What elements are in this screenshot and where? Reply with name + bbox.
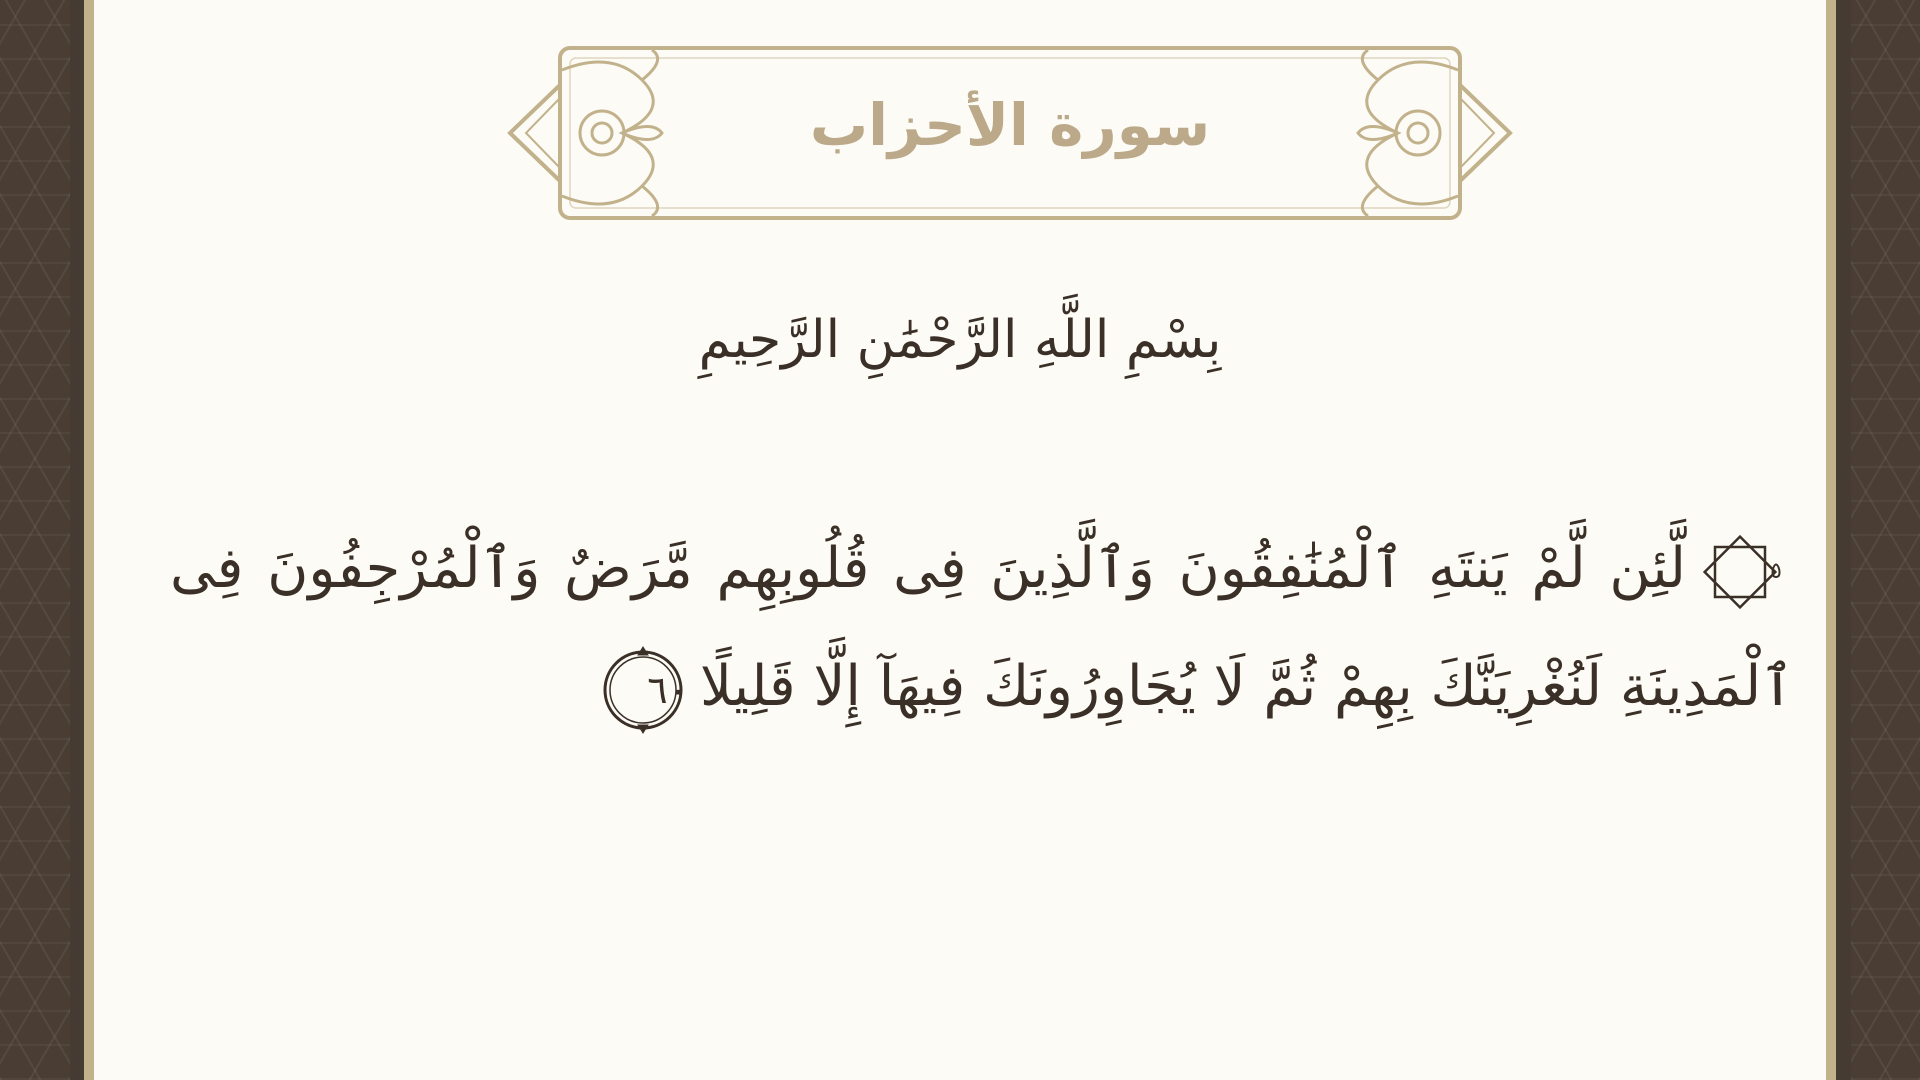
- mushaf-page: [94, 0, 1826, 1080]
- surah-header-frame: [502, 40, 1518, 230]
- verse-text: لَّئِن لَّمْ يَنتَهِ ٱلْمُنَٰفِقُونَ وَٱلَّذِينَ فِى قُلُوبِهِم مَّرَضٌ وَٱلْمُرْجِفُونَ فِى ٱلْمَدِينَةِ لَنُغْرِيَنَّكَ بِهِمْ ثُمَّ لَا يُجَاوِرُونَكَ فِيهَآ إِلَّا قَلِيلًا: [170, 536, 1794, 719]
- right-ornamental-border: [1851, 0, 1920, 1080]
- basmala: بِسْمِ اللَّهِ الرَّحْمَٰنِ الرَّحِيمِ: [698, 310, 1222, 370]
- left-gold-rule: [84, 0, 94, 1080]
- hizb-symbol: ٥: [1770, 558, 1782, 584]
- verse-text-block: [170, 510, 1794, 746]
- left-ornamental-border: [0, 0, 70, 1080]
- surah-title: سورة الأحزاب: [809, 91, 1211, 159]
- hizb-marker-icon: [1698, 530, 1782, 614]
- ayah-number: ٦٠: [647, 667, 689, 712]
- right-gold-rule: [1826, 0, 1836, 1080]
- ayah-end-marker-icon: [598, 645, 688, 735]
